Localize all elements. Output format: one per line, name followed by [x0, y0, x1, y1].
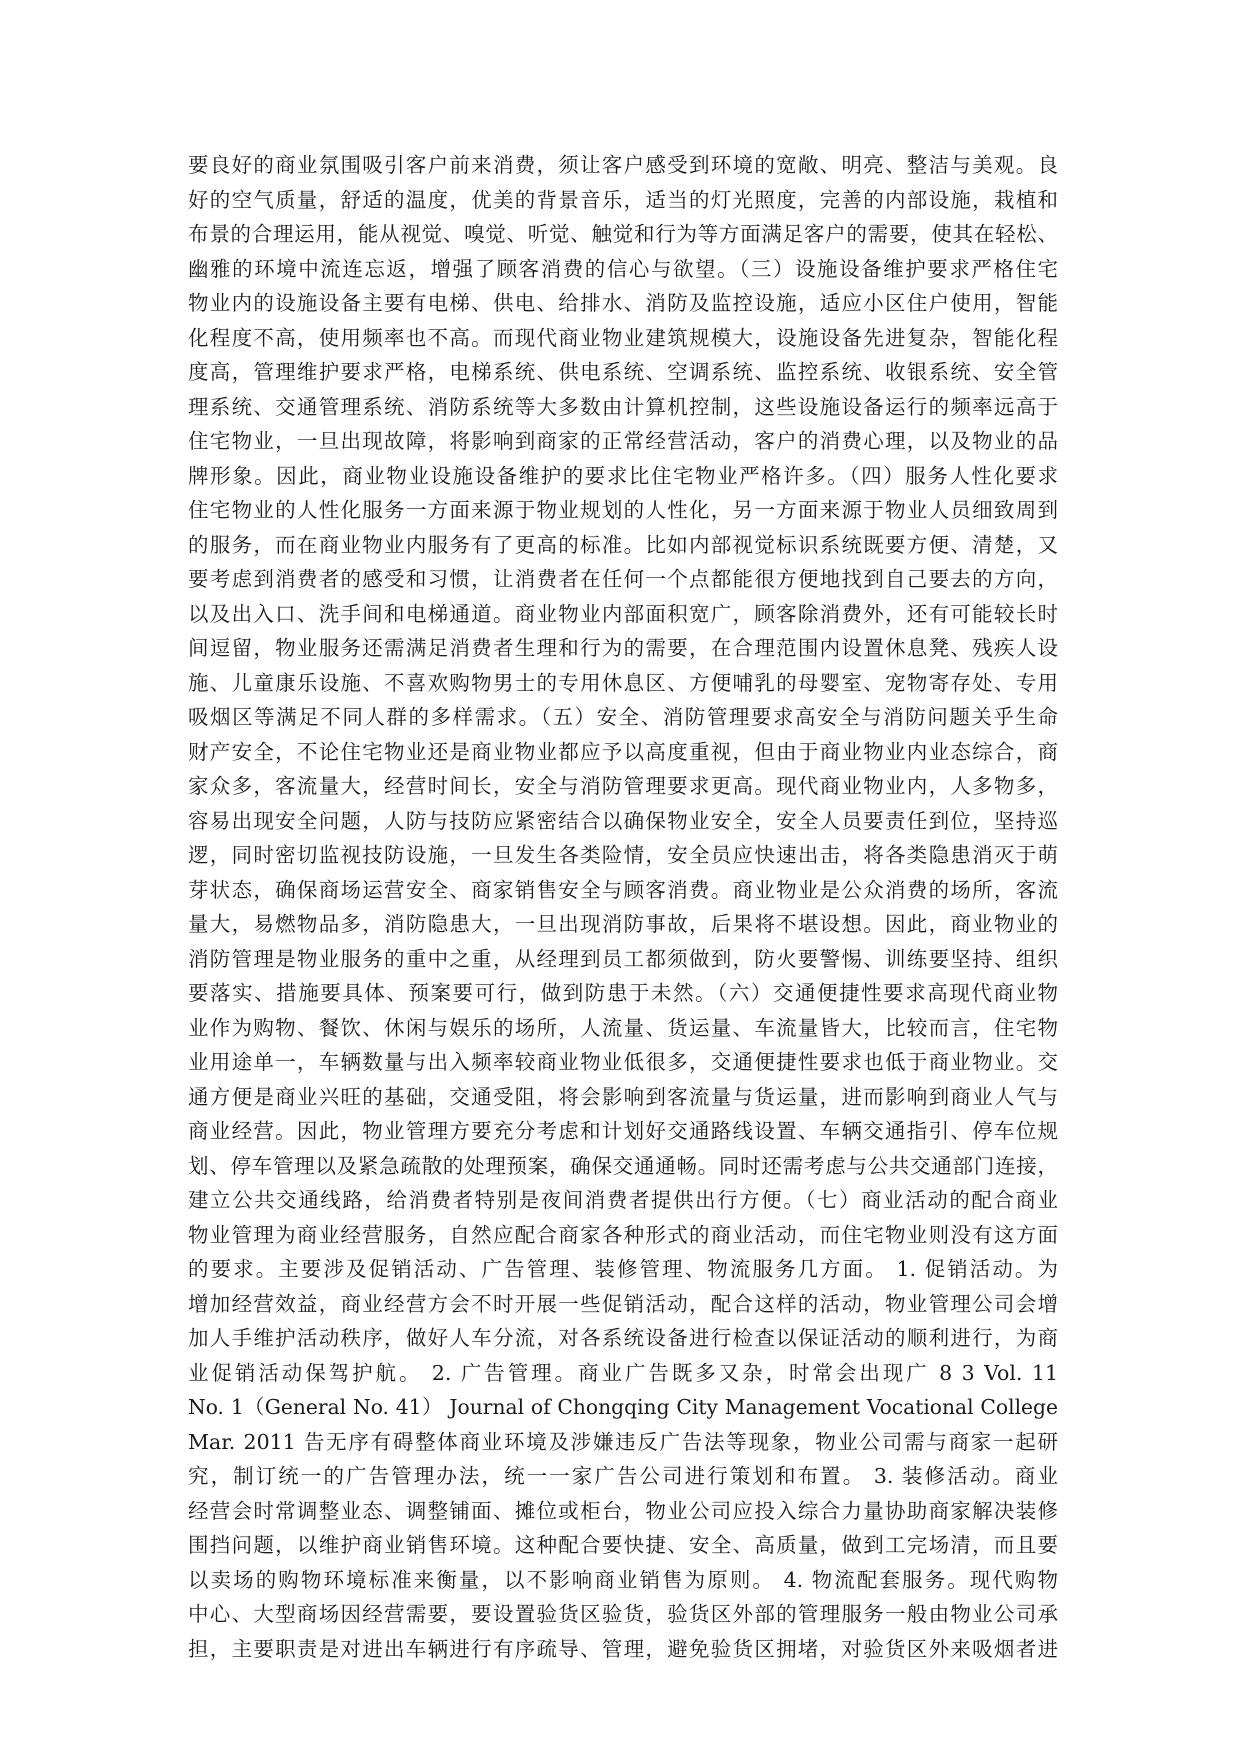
text-line: 住宅物业，一旦出现故障，将影响到商家的正常经营活动，客户的消费心理，以及物业的品	[188, 429, 1058, 453]
text-line: 逻，同时密切监视技防设施，一旦发生各类险情，安全员应快速出击，将各类隐患消灭于萌	[188, 843, 1058, 867]
text-line: Mar. 2011 告无序有碍整体商业环境及涉嫌违反广告法等现象，物业公司需与商家一起研	[188, 1429, 1058, 1454]
text-line: 通方便是商业兴旺的基础，交通受阻，将会影响到客流量与货运量，进而影响到商业人气与	[188, 1084, 1058, 1109]
text-line: 容易出现安全问题，人防与技防应紧密结合以确保物业安全，安全人员要责任到位，坚持巡	[188, 808, 1058, 833]
text-line: 建立公共交通线路，给消费者特别是夜间消费者提供出行方便。（七）商业活动的配合商业	[188, 1188, 1058, 1212]
text-line: 布景的合理运用，能从视觉、嗅觉、听觉、触觉和行为等方面满足客户的需要，使其在轻松、	[188, 222, 1058, 246]
text-line: 要考虑到消费者的感受和习惯，让消费者在任何一个点都能很方便地找到自己要去的方向，	[188, 567, 1058, 591]
text-line: 度高，管理维护要求严格，电梯系统、供电系统、空调系统、监控系统、收银系统、安全管	[188, 360, 1058, 384]
text-line: 间逗留，物业服务还需满足消费者生理和行为的需要，在合理范围内设置休息凳、残疾人设	[188, 636, 1058, 660]
text-line: 消防管理是物业服务的重中之重，从经理到员工都须做到，防火要警惕、训练要坚持、组织	[188, 946, 1058, 971]
text-line: 担，主要职责是对进出车辆进行有序疏导、管理，避免验货区拥堵，对验货区外来吸烟者进	[188, 1636, 1058, 1661]
text-line: No. 1（General No. 41） Journal of Chongqing City Management Vocational College	[188, 1395, 1058, 1419]
text-line: 理系统、交通管理系统、消防系统等大多数由计算机控制，这些设施设备运行的频率远高于	[188, 394, 1058, 419]
text-line: 业用途单一，车辆数量与出入频率较商业物业低很多，交通便捷性要求也低于商业物业。交	[188, 1050, 1058, 1074]
text-line: 的服务，而在商业物业内服务有了更高的标准。比如内部视觉标识系统既要方便、清楚，又	[188, 532, 1058, 557]
text-line: 以卖场的购物环境标准来衡量，以不影响商业销售为原则。 4. 物流配套服务。现代购物	[188, 1567, 1058, 1592]
text-line: 物业管理为商业经营服务，自然应配合商家各种形式的商业活动，而住宅物业则没有这方面	[188, 1222, 1058, 1247]
text-line: 划、停车管理以及紧急疏散的处理预案，确保交通通畅。同时还需考虑与公共交通部门连接，	[188, 1153, 1058, 1178]
text-line: 家众多，客流量大，经营时间长，安全与消防管理要求更高。现代商业物业内，人多物多，	[188, 774, 1058, 798]
text-line: 幽雅的环境中流连忘返，增强了顾客消费的信心与欲望。（三）设施设备维护要求严格住宅	[188, 256, 1058, 281]
text-line: 围挡问题，以维护商业销售环境。这种配合要快捷、安全、高质量，做到工完场清，而且要	[188, 1533, 1058, 1557]
text-line: 吸烟区等满足不同人群的多样需求。（五）安全、消防管理要求高安全与消防问题关乎生命	[188, 705, 1058, 729]
text-line: 业促销活动保驾护航。 2. 广告管理。商业广告既多又杂，时常会出现广 8 3 Vol. 11	[188, 1360, 1058, 1385]
text-line: 好的空气质量，舒适的温度，优美的背景音乐，适当的灯光照度，完善的内部设施，栽植和	[188, 187, 1058, 212]
text-line: 牌形象。因此，商业物业设施设备维护的要求比住宅物业严格许多。（四）服务人性化要求	[188, 463, 1058, 488]
text-line: 加人手维护活动秩序，做好人车分流，对各系统设备进行检查以保证活动的顺利进行，为商	[188, 1326, 1058, 1350]
text-line: 量大，易燃物品多，消防隐患大，一旦出现消防事故，后果将不堪设想。因此，商业物业的	[188, 912, 1058, 936]
text-line: 增加经营效益，商业经营方会不时开展一些促销活动，配合这样的活动，物业管理公司会增	[188, 1291, 1058, 1316]
text-line: 究，制订统一的广告管理办法，统一一家广告公司进行策划和布置。 3. 装修活动。商业	[188, 1464, 1058, 1488]
text-line: 以及出入口、洗手间和电梯通道。商业物业内部面积宽广，顾客除消费外，还有可能较长时	[188, 601, 1058, 626]
body-text	[188, 148, 1058, 1666]
text-line: 住宅物业的人性化服务一方面来源于物业规划的人性化，另一方面来源于物业人员细致周到	[188, 498, 1058, 522]
text-line: 化程度不高，使用频率也不高。而现代商业物业建筑规模大，设施设备先进复杂，智能化程	[188, 325, 1058, 350]
text-line: 的要求。主要涉及促销活动、广告管理、装修管理、物流服务几方面。 1. 促销活动。为	[188, 1257, 1058, 1281]
text-line: 要良好的商业氛围吸引客户前来消费，须让客户感受到环境的宽敞、明亮、整洁与美观。良	[188, 153, 1058, 177]
text-line: 施、儿童康乐设施、不喜欢购物男士的专用休息区、方便哺乳的母婴室、宠物寄存处、专用	[188, 670, 1058, 695]
text-line: 商业经营。因此，物业管理方要充分考虑和计划好交通路线设置、车辆交通指引、停车位规	[188, 1119, 1058, 1143]
text-line: 经营会时常调整业态、调整铺面、摊位或柜台，物业公司应投入综合力量协助商家解决装修	[188, 1498, 1058, 1523]
text-line: 业作为购物、餐饮、休闲与娱乐的场所，人流量、货运量、车流量皆大，比较而言，住宅物	[188, 1015, 1058, 1040]
text-line: 要落实、措施要具体、预案要可行，做到防患于未然。（六）交通便捷性要求高现代商业物	[188, 981, 1058, 1005]
text-line: 芽状态，确保商场运营安全、商家销售安全与顾客消费。商业物业是公众消费的场所，客流	[188, 877, 1058, 902]
text-line: 中心、大型商场因经营需要，要设置验货区验货，验货区外部的管理服务一般由物业公司承	[188, 1602, 1058, 1626]
text-line: 物业内的设施设备主要有电梯、供电、给排水、消防及监控设施，适应小区住户使用，智能	[188, 291, 1058, 315]
text-line: 财产安全，不论住宅物业还是商业物业都应予以高度重视，但由于商业物业内业态综合，商	[188, 739, 1058, 764]
